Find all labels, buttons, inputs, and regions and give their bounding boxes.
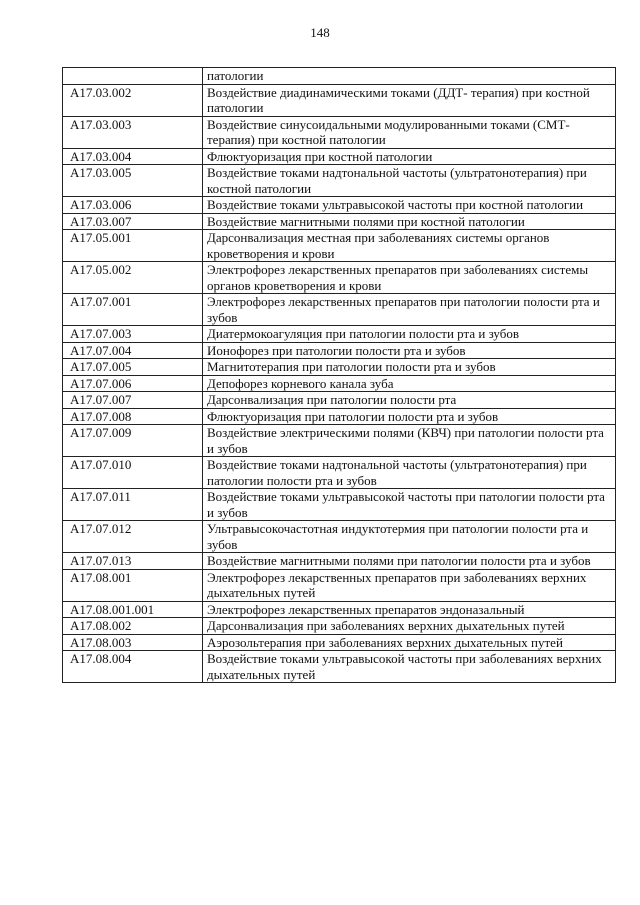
table-row <box>63 408 616 425</box>
table-row <box>63 425 616 457</box>
procedure-description: Дарсонвализация при патологии полости рта <box>203 392 616 409</box>
table-row <box>63 392 616 409</box>
procedure-description: Воздействие токами надтональной частоты (ультратонотерапия) при костной патологии <box>203 165 616 197</box>
table-row <box>63 116 616 148</box>
table-row <box>63 148 616 165</box>
procedure-description: Воздействие токами надтональной частоты (ультратонотерапия) при патологии полости рта и зубов <box>203 457 616 489</box>
table-row <box>63 230 616 262</box>
procedure-description: Депофорез корневого канала зуба <box>203 375 616 392</box>
procedure-code: A17.07.007 <box>63 392 203 409</box>
procedure-code: A17.03.006 <box>63 197 203 214</box>
procedure-description: Воздействие синусоидальными модулированными токами (СМТ-терапия) при костной патологии <box>203 116 616 148</box>
procedure-code: A17.07.004 <box>63 342 203 359</box>
table-row <box>63 601 616 618</box>
procedure-description: Воздействие электрическими полями (КВЧ) при патологии полости рта и зубов <box>203 425 616 457</box>
procedure-description: патологии <box>203 68 616 85</box>
procedure-description: Флюктуоризация при патологии полости рта и зубов <box>203 408 616 425</box>
procedure-description: Электрофорез лекарственных препаратов при патологии полости рта и зубов <box>203 294 616 326</box>
procedure-code: A17.07.003 <box>63 326 203 343</box>
procedure-code: A17.07.011 <box>63 489 203 521</box>
procedure-code: A17.07.009 <box>63 425 203 457</box>
procedure-code: A17.07.006 <box>63 375 203 392</box>
table-row <box>63 618 616 635</box>
table-row <box>63 294 616 326</box>
table-row <box>63 569 616 601</box>
table-row <box>63 553 616 570</box>
procedure-code: A17.07.001 <box>63 294 203 326</box>
procedure-description: Ионофорез при патологии полости рта и зубов <box>203 342 616 359</box>
procedure-description: Флюктуоризация при костной патологии <box>203 148 616 165</box>
procedure-code <box>63 68 203 85</box>
table-row <box>63 521 616 553</box>
procedure-description: Электрофорез лекарственных препаратов при заболеваниях системы органов кроветворения и крови <box>203 262 616 294</box>
table-row <box>63 197 616 214</box>
procedure-code: A17.03.002 <box>63 84 203 116</box>
procedure-code: A17.05.002 <box>63 262 203 294</box>
procedure-description: Воздействие магнитными полями при костной патологии <box>203 213 616 230</box>
procedure-code: A17.03.007 <box>63 213 203 230</box>
procedure-description: Дарсонвализация местная при заболеваниях системы органов кроветворения и крови <box>203 230 616 262</box>
procedure-table-body <box>63 68 616 683</box>
table-row <box>63 342 616 359</box>
table-row <box>63 457 616 489</box>
table-row <box>63 68 616 85</box>
procedure-description: Ультравысокочастотная индуктотермия при патологии полости рта и зубов <box>203 521 616 553</box>
table-row <box>63 165 616 197</box>
procedure-code: A17.07.010 <box>63 457 203 489</box>
table-row <box>63 375 616 392</box>
procedure-code: A17.07.012 <box>63 521 203 553</box>
procedure-description: Дарсонвализация при заболеваниях верхних дыхательных путей <box>203 618 616 635</box>
procedure-code: A17.07.008 <box>63 408 203 425</box>
procedure-description: Воздействие диадинамическими токами (ДДТ- терапия) при костной патологии <box>203 84 616 116</box>
procedure-description: Магнитотерапия при патологии полости рта и зубов <box>203 359 616 376</box>
table-row <box>63 634 616 651</box>
procedure-description: Диатермокоагуляция при патологии полости рта и зубов <box>203 326 616 343</box>
table-row <box>63 326 616 343</box>
procedure-code: A17.07.013 <box>63 553 203 570</box>
procedure-description: Аэрозольтерапия при заболеваниях верхних дыхательных путей <box>203 634 616 651</box>
table-row <box>63 213 616 230</box>
page-number: 148 <box>310 25 330 40</box>
procedure-description: Воздействие токами ультравысокой частоты при заболеваниях верхних дыхательных путей <box>203 651 616 683</box>
procedure-code: A17.08.002 <box>63 618 203 635</box>
procedure-description: Электрофорез лекарственных препаратов при заболеваниях верхних дыхательных путей <box>203 569 616 601</box>
procedure-description: Воздействие токами ультравысокой частоты при патологии полости рта и зубов <box>203 489 616 521</box>
procedure-table <box>62 67 616 683</box>
procedure-description: Воздействие магнитными полями при патологии полости рта и зубов <box>203 553 616 570</box>
procedure-code: A17.03.005 <box>63 165 203 197</box>
table-row <box>63 489 616 521</box>
procedure-code: A17.07.005 <box>63 359 203 376</box>
procedure-code: A17.08.001 <box>63 569 203 601</box>
procedure-code: A17.08.001.001 <box>63 601 203 618</box>
procedure-code: A17.03.004 <box>63 148 203 165</box>
table-row <box>63 651 616 683</box>
table-row <box>63 359 616 376</box>
procedure-code: A17.03.003 <box>63 116 203 148</box>
table-row <box>63 84 616 116</box>
table-row <box>63 262 616 294</box>
procedure-description: Электрофорез лекарственных препаратов эндоназальный <box>203 601 616 618</box>
procedure-code: A17.05.001 <box>63 230 203 262</box>
procedure-code: A17.08.004 <box>63 651 203 683</box>
procedure-description: Воздействие токами ультравысокой частоты при костной патологии <box>203 197 616 214</box>
procedure-code: A17.08.003 <box>63 634 203 651</box>
